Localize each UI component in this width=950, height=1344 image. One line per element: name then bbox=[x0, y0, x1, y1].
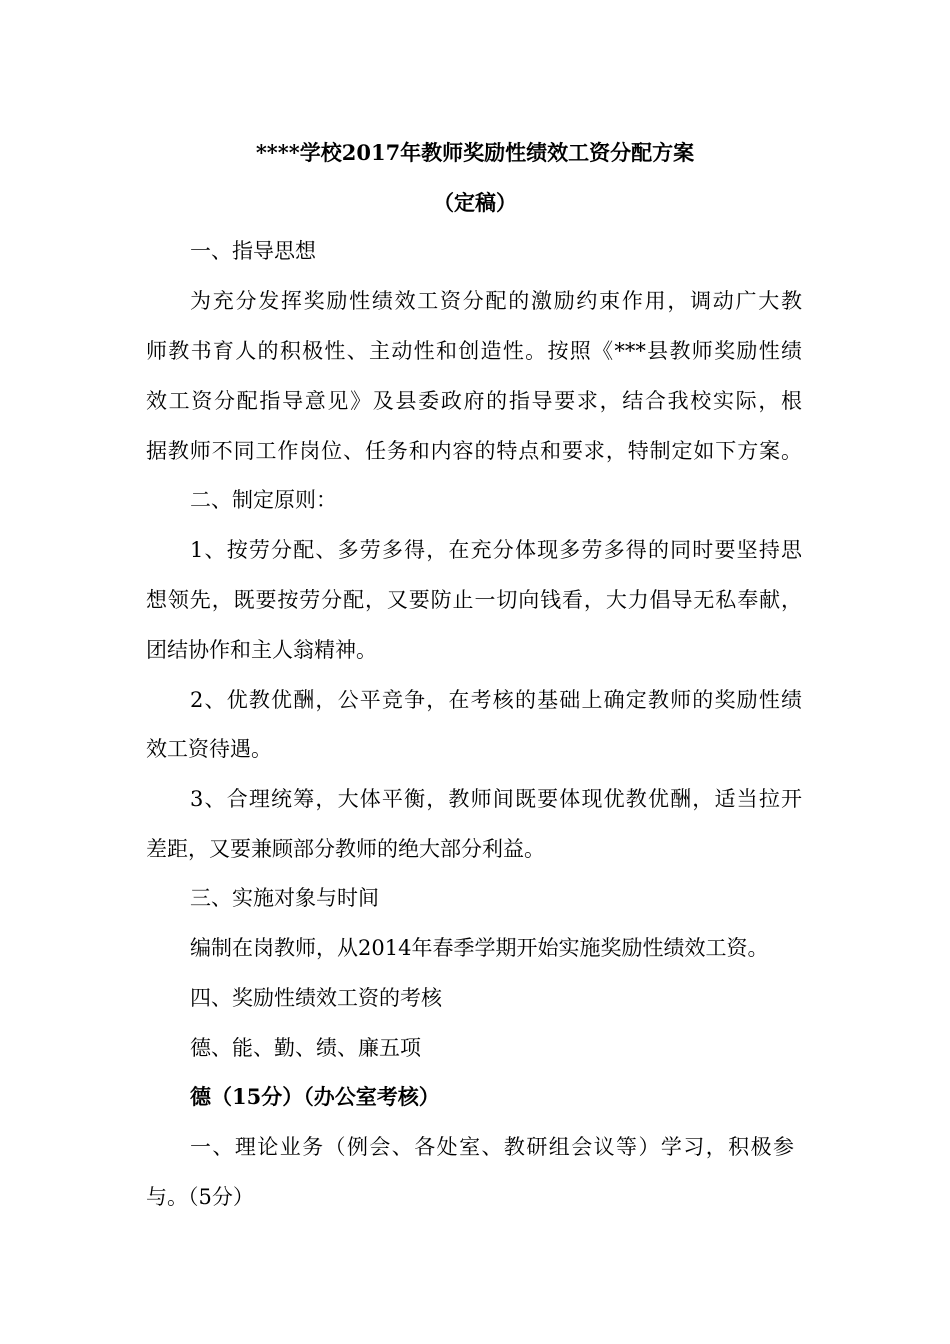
paragraph-line: 2、优教优酬，公平竞争，在考核的基础上确定教师的奖励性绩 bbox=[190, 688, 802, 712]
document-title: ****学校2017年教师奖励性绩效工资分配方案 bbox=[255, 140, 695, 165]
paragraph-line: 据教师不同工作岗位、任务和内容的特点和要求，特制定如下方案。 bbox=[146, 439, 802, 463]
paragraph-line: 与。（5分） bbox=[146, 1185, 254, 1209]
paragraph-line: 差距，又要兼顾部分教师的绝大部分利益。 bbox=[146, 837, 545, 861]
paragraph-line: 为充分发挥奖励性绩效工资分配的激励约束作用，调动广大教 bbox=[190, 289, 802, 313]
paragraph-line: 1、按劳分配、多劳多得，在充分体现多劳多得的同时要坚持思 bbox=[190, 538, 802, 562]
paragraph-line: 想领先，既要按劳分配，又要防止一切向钱看，大力倡导无私奉献， bbox=[146, 588, 802, 612]
document-subtitle: （定稿） bbox=[433, 190, 517, 215]
paragraph-line: 效工资分配指导意见》及县委政府的指导要求，结合我校实际，根 bbox=[146, 389, 802, 413]
subsection-heading-morality: 德（15分）（办公室考核） bbox=[190, 1084, 440, 1109]
section-heading-principles: 二、制定原则： bbox=[190, 488, 337, 512]
section-heading-guiding-ideology: 一、指导思想 bbox=[190, 239, 316, 263]
section-heading-scope-and-time: 三、实施对象与时间 bbox=[190, 886, 379, 910]
paragraph-line: 效工资待遇。 bbox=[146, 737, 272, 761]
paragraph-line: 团结协作和主人翁精神。 bbox=[146, 638, 377, 662]
paragraph-line: 3、合理统筹，大体平衡，教师间既要体现优教优酬，适当拉开 bbox=[190, 787, 802, 811]
paragraph-line: 一、理论业务（例会、各处室、教研组会议等）学习，积极参 bbox=[190, 1135, 794, 1159]
paragraph-line: 编制在岗教师，从2014年春季学期开始实施奖励性绩效工资。 bbox=[190, 936, 769, 960]
paragraph-line: 师教书育人的积极性、主动性和创造性。按照《***县教师奖励性绩 bbox=[146, 339, 802, 363]
section-heading-assessment: 四、奖励性绩效工资的考核 bbox=[190, 986, 442, 1010]
paragraph-line: 德、能、勤、绩、廉五项 bbox=[190, 1036, 421, 1060]
